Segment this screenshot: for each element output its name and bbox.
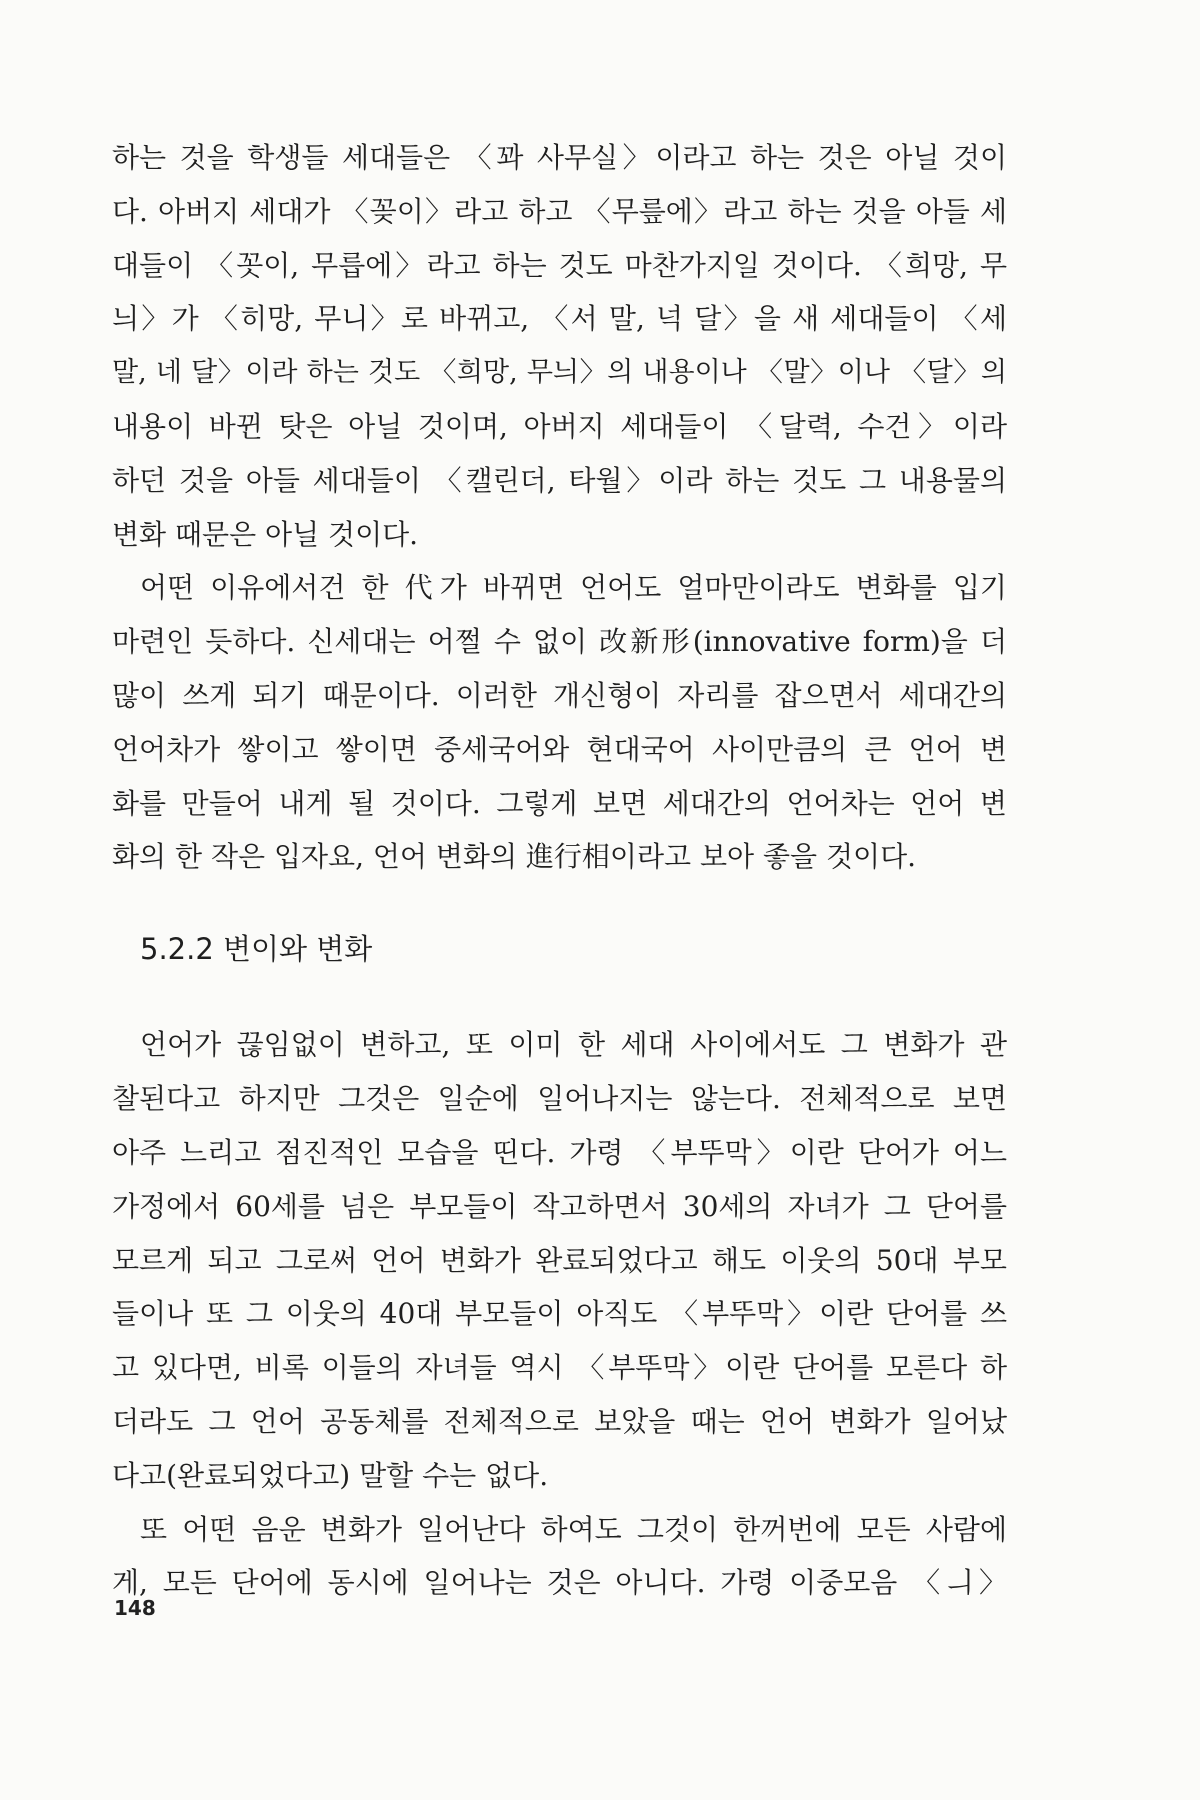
text-line: 화를 만들어 내게 될 것이다. 그렇게 보면 세대간의 언어차는 언어 변 [112,786,1007,820]
text-line: 대들이 〈꼿이, 무릅에〉라고 하는 것도 마찬가지일 것이다. 〈희망, 무 [112,248,1007,282]
text-line: 늬〉가 〈히망, 무니〉로 바뀌고, 〈서 말, 넉 달〉을 새 세대들이 〈세 [112,302,1007,336]
text-line: 많이 쓰게 되기 때문이다. 이러한 개신형이 자리를 잡으면서 세대간의 [112,678,1007,712]
paragraph-1 [112,138,1007,555]
text-line: 언어가 끊임없이 변하고, 또 이미 한 세대 사이에서도 그 변화가 관 [140,1028,1007,1062]
text-line: 다고(완료되었다고) 말할 수는 없다. [112,1458,549,1492]
text-line: 아주 느리고 점진적인 모습을 띤다. 가령 〈부뚜막〉이란 단어가 어느 [112,1135,1007,1169]
text-line: 마련인 듯하다. 신세대는 어쩔 수 없이 改新形(innovative form)을 더 [112,625,1007,659]
page-number: 148 [114,1596,156,1620]
text-line: 하는 것을 학생들 세대들은 〈꽈 사무실〉이라고 하는 것은 아닐 것이 [112,141,1007,174]
paragraph-2 [112,568,1007,877]
section-heading: 5.2.2 변이와 변화 [140,932,373,967]
paragraph-3 [112,1025,1007,1495]
text-line: 게, 모든 단어에 동시에 일어나는 것은 아니다. 가령 이중모음 〈ㅢ〉 [112,1566,1007,1600]
text-line: 변화 때문은 아닐 것이다. [112,517,419,551]
text-line: 화의 한 작은 입자요, 언어 변화의 進行相이라고 보아 좋을 것이다. [112,840,917,874]
paragraph-4 [112,1510,1007,1604]
text-line: 하던 것을 아들 세대들이 〈캘린더, 타월〉이라 하는 것도 그 내용물의 [112,463,1007,497]
text-line: 어떤 이유에서건 한 代가 바뀌면 언어도 얼마만이라도 변화를 입기 [140,571,1007,605]
text-line: 말, 네 달〉이라 하는 것도 〈희망, 무늬〉의 내용이나 〈말〉이나 〈달〉의 [112,357,1007,389]
text-line: 들이나 또 그 이웃의 40대 부모들이 아직도 〈부뚜막〉이란 단어를 쓰 [112,1297,1007,1331]
text-line: 내용이 바뀐 탓은 아닐 것이며, 아버지 세대들이 〈달력, 수건〉이라 [112,409,1007,443]
text-line: 또 어떤 음운 변화가 일어난다 하여도 그것이 한꺼번에 모든 사람에 [140,1512,1007,1546]
text-line: 찰된다고 하지만 그것은 일순에 일어나지는 않는다. 전체적으로 보면 [112,1082,1007,1116]
text-line: 더라도 그 언어 공동체를 전체적으로 보았을 때는 언어 변화가 일어났 [112,1404,1007,1438]
text-line: 언어차가 쌓이고 쌓이면 중세국어와 현대국어 사이만큼의 큰 언어 변 [112,732,1007,766]
text-line: 고 있다면, 비록 이들의 자녀들 역시 〈부뚜막〉이란 단어를 모른다 하 [112,1351,1007,1385]
text-line: 모르게 되고 그로써 언어 변화가 완료되었다고 해도 이웃의 50대 부모 [112,1243,1007,1277]
page-body [112,138,1007,1617]
text-line: 가정에서 60세를 넘은 부모들이 작고하면서 30세의 자녀가 그 단어를 [112,1189,1007,1223]
text-line: 다. 아버지 세대가 〈꽂이〉라고 하고 〈무릎에〉라고 하는 것을 아들 세 [112,194,1007,228]
